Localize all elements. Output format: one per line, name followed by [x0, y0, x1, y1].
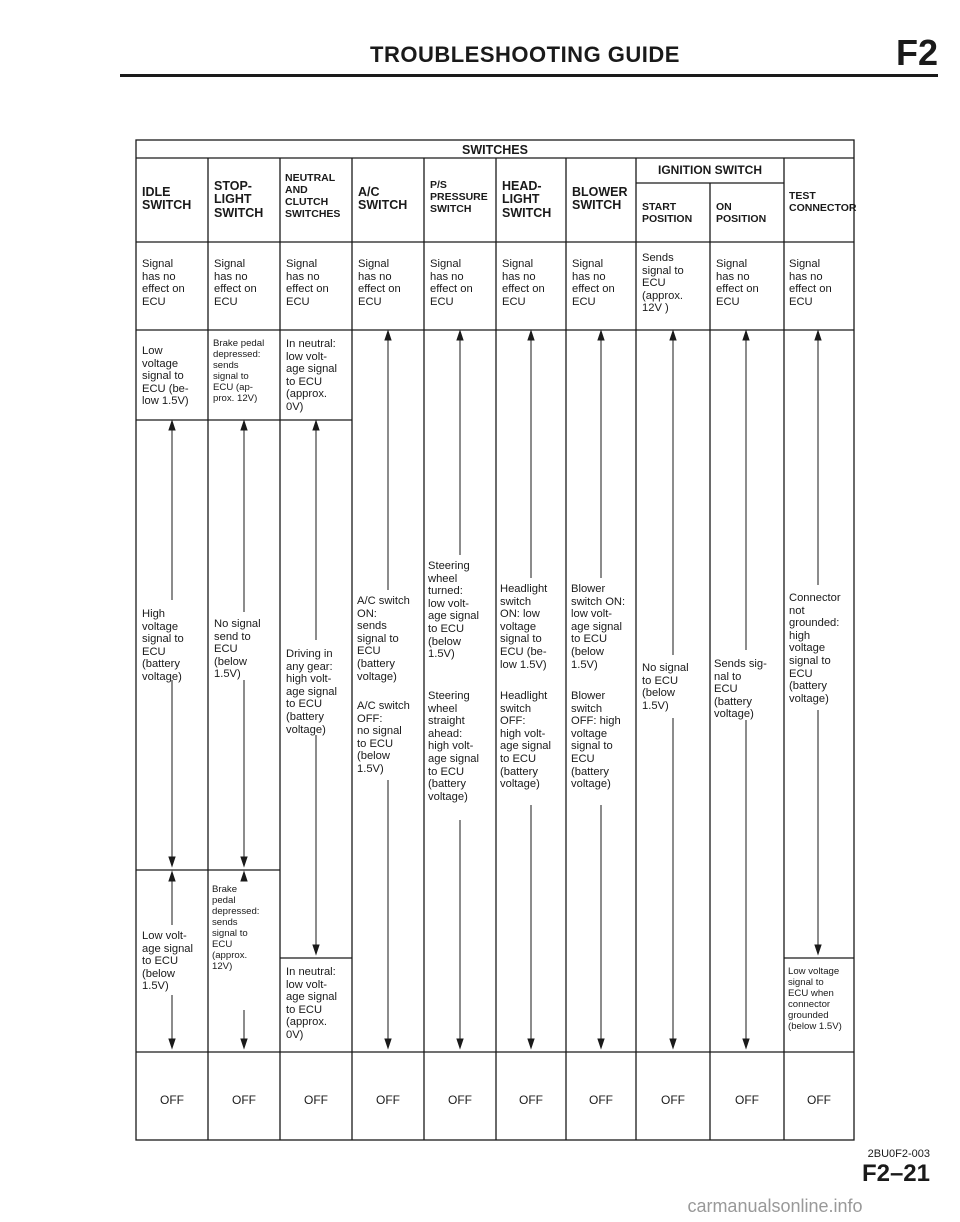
col-header-ps-pressure-switch: P/S PRESSURE SWITCH	[430, 179, 488, 215]
cell-start-r3: No signal to ECU (below 1.5V)	[642, 662, 689, 712]
cell-neutral-r4: In neutral: low volt- age signal to ECU (approx. 0V)	[286, 966, 338, 1041]
ignition-switch-group-header: IGNITION SWITCH	[658, 163, 762, 177]
off-on: OFF	[735, 1093, 759, 1107]
off-stop: OFF	[232, 1093, 256, 1107]
cell-idle-r3: High voltage signal to ECU (battery voltage)	[142, 608, 184, 683]
cell-on-r3: Sends sig- nal to ECU (battery voltage)	[714, 658, 767, 721]
cell-headlight-r1: Signal has no effect on ECU	[502, 258, 545, 308]
cell-neutral-r3: Driving in any gear: high volt- age signal to ECU (battery voltage)	[286, 648, 338, 736]
cell-ps-r1: Signal has no effect on ECU	[430, 258, 473, 308]
col-header-headlight-switch: HEAD- LIGHT SWITCH	[502, 179, 552, 220]
cell-idle-r2: Low voltage signal to ECU (be- low 1.5V)	[142, 345, 189, 408]
off-neutral: OFF	[304, 1093, 328, 1107]
cell-start-r1: Sends signal to ECU (approx. 12V )	[642, 252, 684, 315]
cell-ps-straight: Steering wheel straight ahead: high volt- age signal to ECU (battery voltage)	[428, 690, 480, 803]
cell-test-r3: Connector not grounded: high voltage signal to ECU (battery voltage)	[789, 592, 841, 705]
cell-on-r1: Signal has no effect on ECU	[716, 258, 759, 308]
section-code: F2	[895, 32, 938, 73]
col-header-stoplight-switch: STOP- LIGHT SWITCH	[214, 179, 264, 220]
cell-blower-on: Blower switch ON: low volt- age signal to ECU (below 1.5V)	[571, 583, 626, 671]
off-ps: OFF	[448, 1093, 472, 1107]
cell-neutral-r1: Signal has no effect on ECU	[286, 258, 329, 308]
off-idle: OFF	[160, 1093, 184, 1107]
cell-idle-r4: Low volt- age signal to ECU (below 1.5V)	[142, 930, 194, 993]
cell-test-r1: Signal has no effect on ECU	[789, 258, 832, 308]
cell-stop-r4: Brake pedal depressed: sends signal to ECU (approx. 12V)	[212, 884, 260, 972]
off-test: OFF	[807, 1093, 831, 1107]
off-blower: OFF	[589, 1093, 613, 1107]
col-header-neutral-clutch-switches: NEUTRAL AND CLUTCH SWITCHES	[285, 172, 341, 220]
cell-headlight-off: Headlight switch OFF: high volt- age signal to ECU (battery voltage)	[500, 690, 552, 791]
cell-stop-r2: Brake pedal depressed: sends signal to ECU (ap- prox. 12V)	[213, 338, 265, 404]
cell-idle-r1: Signal has no effect on ECU	[142, 258, 185, 308]
off-start: OFF	[661, 1093, 685, 1107]
cell-ac-on: A/C switch ON: sends signal to ECU (battery voltage)	[357, 595, 410, 683]
page-number: F2–21	[861, 1160, 930, 1187]
figure-id: 2BU0F2-003	[867, 1148, 930, 1160]
cell-ac-off: A/C switch OFF: no signal to ECU (below 1.5V)	[357, 700, 410, 775]
cell-stop-r1: Signal has no effect on ECU	[214, 258, 257, 308]
col-header-idle-switch: IDLE SWITCH	[142, 185, 192, 213]
cell-headlight-on: Headlight switch ON: low voltage signal to ECU (be- low 1.5V)	[500, 583, 548, 671]
cell-blower-off: Blower switch OFF: high voltage signal to ECU (battery voltage)	[571, 690, 621, 791]
cell-ps-turned: Steering wheel turned: low volt- age signal to ECU (below 1.5V)	[428, 560, 480, 661]
off-ac: OFF	[376, 1093, 400, 1107]
off-headlight: OFF	[519, 1093, 543, 1107]
col-header-start-position: START POSITION	[642, 201, 693, 225]
cell-blower-r1: Signal has no effect on ECU	[572, 258, 615, 308]
cell-ac-r1: Signal has no effect on ECU	[358, 258, 401, 308]
cell-neutral-r2: In neutral: low volt- age signal to ECU (approx. 0V)	[286, 338, 338, 413]
cell-stop-r3: No signal send to ECU (below 1.5V)	[214, 618, 261, 681]
col-header-ac-switch: A/C SWITCH	[358, 185, 408, 213]
col-header-on-position: ON POSITION	[716, 201, 767, 225]
watermark: carmanualsonline.info	[687, 1196, 863, 1216]
cell-test-r4: Low voltage signal to ECU when connector grounded (below 1.5V)	[788, 966, 842, 1032]
col-header-test-connector: TEST CONNECTOR	[789, 190, 857, 214]
switches-group-header: SWITCHES	[462, 143, 528, 157]
col-header-blower-switch: BLOWER SWITCH	[572, 185, 628, 213]
page-title: TROUBLESHOOTING GUIDE	[370, 42, 680, 67]
